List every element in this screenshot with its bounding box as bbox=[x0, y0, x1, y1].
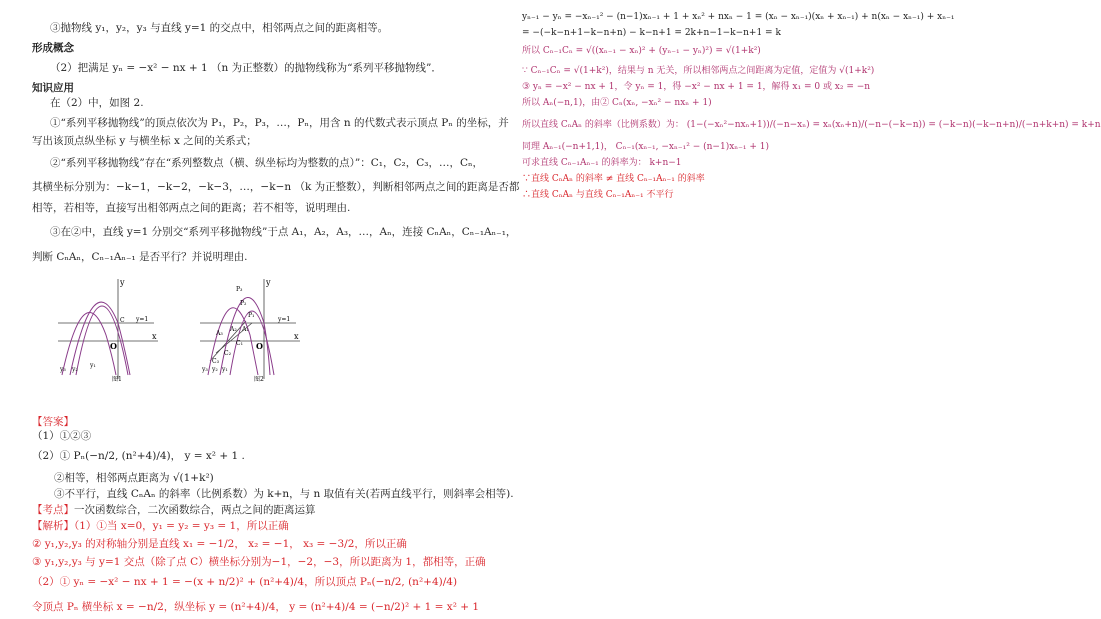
axis-label-x: x bbox=[294, 332, 299, 341]
derivation-line: 所以 Aₙ(−n,1)，由② Cₙ(xₙ, −xₙ² − nxₙ + 1) bbox=[522, 98, 712, 108]
answer-line: ②相等，相邻两点距离为 √(1+k²) bbox=[54, 472, 214, 484]
origin-label: O bbox=[256, 341, 263, 351]
derivation-line: 可求直线 Cₙ₋₁Aₙ₋₁ 的斜率为： k+n−1 bbox=[522, 158, 682, 168]
analysis-line: （2）① yₙ = −x² − nx + 1 = −(x + n/2)² + (n²+4)/4，所以顶点 Pₙ(−n/2, (n²+4)/4) bbox=[32, 576, 458, 588]
curve-label-y1: y₁ bbox=[222, 366, 228, 373]
text-line: （2）把满足 yₙ = −x² − nx + 1 （n 为正整数）的抛物线称为“系列平移抛物线”． bbox=[50, 62, 442, 74]
answer-line: ③不平行，直线 CₙAₙ 的斜率（比例系数）为 k+n，与 n 取值有关(若两直线平行，则斜率会相等). bbox=[54, 488, 514, 500]
analysis-line: 令顶点 Pₙ 横坐标 x = −n/2，纵坐标 y = (n²+4)/4， y = (n²+4)/4 = (−n/2)² + 1 = x² + 1 bbox=[32, 601, 480, 613]
derivation-line: ∵ Cₙ₋₁Cₙ = √(1+k²)，结果与 n 无关，所以相邻两点之间距离为定值，定值为 √(1+k²) bbox=[522, 66, 875, 76]
kaodian-text: 一次函数综合，二次函数综合，两点之间的距离运算 bbox=[74, 504, 316, 516]
text-line: 判断 CₙAₙ，Cₙ₋₁Aₙ₋₁ 是否平行？并说明理由. bbox=[32, 251, 248, 263]
derivation-line: ∵直线 CₙAₙ 的斜率 ≠ 直线 Cₙ₋₁Aₙ₋₁ 的斜率 bbox=[522, 174, 705, 184]
text-line: ③抛物线 y₁，y₂，y₃ 与直线 y=1 的交点中，相邻两点之间的距离相等。 bbox=[50, 22, 389, 34]
text-line: 其横坐标分别为：−k−1，−k−2，−k−3，…，−k−n （k 为正整数），判断相邻两点之间的距离是否都 bbox=[32, 181, 520, 193]
analysis-line: ② y₁,y₂,y₃ 的对称轴分别是直线 x₁ = −1/2， x₂ = −1， x₃ = −3/2，所以正确 bbox=[32, 538, 407, 550]
curve-label-y3: y₃ bbox=[202, 366, 208, 373]
derivation-line: ∴直线 CₙAₙ 与直线 Cₙ₋₁Aₙ₋₁ 不平行 bbox=[522, 190, 674, 200]
derivation-line: 同理 Aₙ₋₁(−n+1,1)， Cₙ₋₁(xₙ₋₁, −xₙ₋₁² − (n−1)xₙ₋₁ + 1) bbox=[522, 142, 770, 152]
point-label-a2: A₂ bbox=[230, 326, 237, 333]
axis-label-x: x bbox=[152, 332, 157, 341]
point-label-a1: A₁ bbox=[242, 326, 249, 333]
text-line: 相等，若相等，直接写出相邻两点之间的距离；若不相等，说明理由. bbox=[32, 202, 351, 214]
figure-caption: 图1 bbox=[112, 376, 122, 383]
curve-label-y1: y₁ bbox=[90, 362, 96, 369]
answer-heading: 【答案】 bbox=[32, 416, 74, 428]
text-line: 写出该顶点纵坐标 y 与横坐标 x 之间的关系式； bbox=[32, 135, 257, 147]
derivation-line: = −(−k−n+1−k−n+n) − k−n+1 = 2k+n−1−k−n+1 = k bbox=[522, 28, 781, 38]
derivation-line: 所以 Cₙ₋₁Cₙ = √((xₙ₋₁ − xₙ)² + (yₙ₋₁ − yₙ)²) = √(1+k²) bbox=[522, 46, 761, 56]
point-label-c: C bbox=[120, 317, 125, 324]
point-label-p3: P₃ bbox=[236, 286, 243, 293]
axis-label-y: y bbox=[266, 278, 271, 287]
text-line: ①“系列平移抛物线”的顶点依次为 P₁，P₂，P₃，…，Pₙ，用含 n 的代数式表示顶点 Pₙ 的坐标，并 bbox=[50, 117, 509, 129]
figure-caption: 图2 bbox=[254, 376, 264, 383]
section-heading: 形成概念 bbox=[32, 42, 74, 54]
line-label: y=1 bbox=[278, 316, 291, 323]
figure-1 bbox=[54, 275, 164, 385]
kaodian-heading: 【考点】 bbox=[32, 504, 74, 516]
jiexi-heading: 【解析】 bbox=[32, 520, 74, 532]
answer-line: （2）① Pₙ(−n/2, (n²+4)/4)， y = x² + 1 . bbox=[32, 450, 245, 462]
figure-2 bbox=[196, 275, 306, 385]
section-heading: 知识应用 bbox=[32, 82, 74, 94]
point-label-p2: P₂ bbox=[240, 300, 247, 307]
derivation-line: 所以直线 CₙAₙ 的斜率（比例系数）为： (1−(−xₙ²−nxₙ+1))/(−n−xₙ) = xₙ(xₙ+n)/(−n−(−k−n)) = (−k−n)(−k−n+n)/(−n+k+n) = k+n bbox=[522, 120, 1101, 130]
origin-label: O bbox=[110, 341, 117, 351]
curve-label-y3: y₃ bbox=[60, 366, 66, 373]
axis-label-y: y bbox=[120, 278, 125, 287]
text-line: 在（2）中，如图 2. bbox=[50, 97, 144, 109]
derivation-line: ③ yₙ = −x² − nx + 1，令 yₙ = 1，得 −x² − nx + 1 = 1，解得 x₁ = 0 或 x₂ = −n bbox=[522, 82, 871, 92]
point-label-c3: C₃ bbox=[212, 358, 219, 365]
text-line: ③在②中，直线 y=1 分别交“系列平移抛物线”于点 A₁，A₂，A₃，…，Aₙ，连接 CₙAₙ，Cₙ₋₁Aₙ₋₁， bbox=[50, 226, 517, 238]
analysis-line: （1）①当 x=0，y₁ = y₂ = y₃ = 1，所以正确 bbox=[74, 520, 289, 532]
analysis-line: ③ y₁,y₂,y₃ 与 y=1 交点（除了点 C）横坐标分别为−1，−2，−3，所以距离为 1，都相等，正确 bbox=[32, 556, 486, 568]
point-label-p1: P₁ bbox=[248, 312, 255, 319]
point-label-c1: C₁ bbox=[236, 340, 243, 347]
curve-label-y2: y₂ bbox=[72, 366, 78, 373]
curve-label-y2: y₂ bbox=[212, 366, 218, 373]
answer-line: （1）①②③ bbox=[32, 430, 92, 442]
line-label: y=1 bbox=[136, 316, 149, 323]
point-label-c2: C₂ bbox=[224, 350, 231, 357]
point-label-a3: A₃ bbox=[216, 330, 223, 337]
derivation-line: yₙ₋₁ − yₙ = −xₙ₋₁² − (n−1)xₙ₋₁ + 1 + xₙ² + nxₙ − 1 = (xₙ − xₙ₋₁)(xₙ + xₙ₋₁) + n(xₙ − xₙ₋₁) + xₙ₋₁ bbox=[522, 12, 955, 22]
text-line: ②“系列平移抛物线”存在“系列整数点（横、纵坐标均为整数的点）”：C₁，C₂，C₃，…，Cₙ， bbox=[50, 157, 484, 169]
